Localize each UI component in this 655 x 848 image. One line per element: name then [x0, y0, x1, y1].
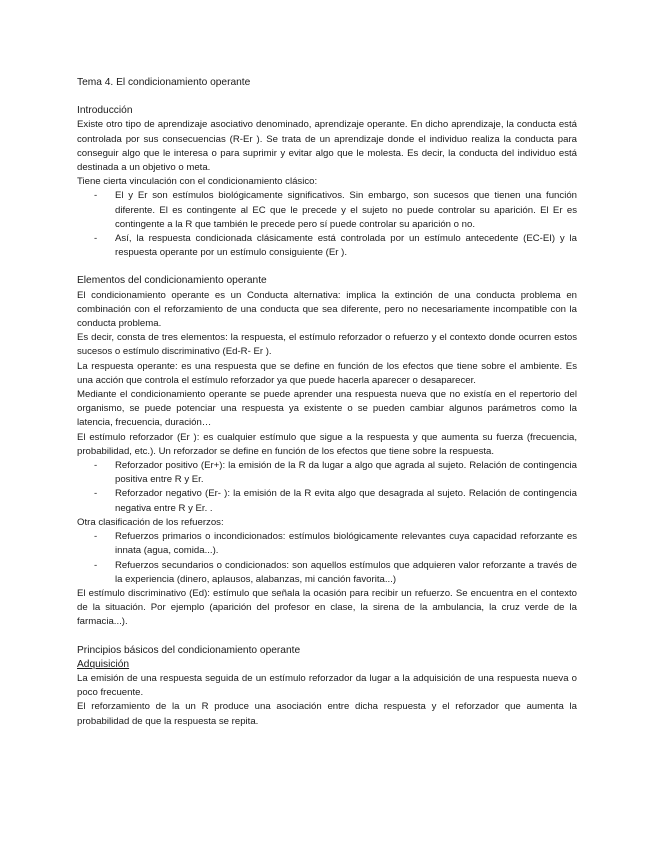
- section-heading-introduccion: Introducción: [77, 105, 133, 117]
- dash-bullet: -: [94, 460, 98, 472]
- list-item-text: Reforzador negativo (Er- ): la emisión de la R evita algo que desagrada al sujeto. Relación de contingencia negativa entre R y Er. .: [115, 488, 577, 514]
- paragraph: Tiene cierta vinculación con el condicionamiento clásico:: [77, 176, 318, 188]
- dash-bullet: -: [94, 531, 98, 543]
- bullet-list: [77, 189, 577, 260]
- paragraph: Es decir, consta de tres elementos: la respuesta, el estímulo reforzador o refuerzo y el contexto donde ocurren estos sucesos o estímulo discriminativo (Ed-R- Er ).: [77, 332, 577, 358]
- paragraph: Otra clasificación de los refuerzos:: [77, 516, 224, 528]
- paragraph: Existe otro tipo de aprendizaje asociativo denominado, aprendizaje operante. En dicho aprendizaje, la conducta está controlada por sus consecuencias (R-Er ). Se trata de un aprendizaje donde el individuo realiza la conducta para conseguir algo que le interesa o para suprimir y evitar algo que le molesta. Es decir, la conducta del individuo está destinada a un objetivo o meta.: [77, 119, 577, 174]
- list-item: [77, 487, 577, 515]
- paragraph: El estímulo reforzador (Er ): es cualquier estímulo que sigue a la respuesta y que aumenta su fuerza (frecuencia, probabilidad, etc.). Un reforzador se define en función de los efectos que tiene sobre la respuesta.: [77, 431, 577, 457]
- dash-bullet: -: [94, 233, 98, 245]
- subheading-adquisicion: Adquisición: [77, 658, 130, 670]
- dash-bullet: -: [94, 559, 98, 571]
- list-item-text: Refuerzos primarios o incondicionados: estímulos biológicamente relevantes cuya capacidad reforzante es innata (agua, comida...).: [115, 531, 577, 557]
- paragraph: La emisión de una respuesta seguida de un estímulo reforzador da lugar a la adquisición de una respuesta nueva o poco frecuente.: [77, 672, 577, 699]
- list-item-text: Reforzador positivo (Er+): la emisión de la R da lugar a algo que agrada al sujeto. Relación de contingencia positiva entre R y Er.: [115, 460, 577, 486]
- dash-bullet: -: [94, 190, 98, 202]
- list-item: [77, 530, 577, 558]
- bullet-list: [77, 459, 577, 516]
- list-item: [77, 232, 577, 260]
- list-item: [77, 189, 577, 232]
- list-item-text: Así, la respuesta condicionada clásicamente está controlada por un estímulo antecedente (EC-EI) y la respuesta operante por un estímulo consiguiente (Er ).: [115, 233, 577, 259]
- paragraph: El reforzamiento de la un R produce una asociación entre dicha respuesta y el reforzador que aumenta la probabilidad de que la respuesta se repita.: [77, 701, 577, 727]
- paragraph: El estímulo discriminativo (Ed): estímulo que señala la ocasión para recibir un refuerzo. Se encuentra en el contexto de la situación. Por ejemplo (aparición del profesor en clase, la sirena de la ambulancia, la cruz verde de la farmacia...).: [77, 587, 577, 628]
- dash-bullet: -: [94, 488, 98, 500]
- bullet-list: [77, 530, 577, 587]
- list-item: [77, 559, 577, 587]
- list-item: [77, 459, 577, 487]
- section-heading-principios: Principios básicos del condicionamiento operante: [77, 644, 301, 656]
- paragraph: El condicionamiento operante es un Conducta alternativa: implica la extinción de una conducta problema en combinación con el reforzamiento de una conducta que sea diferente, pero no necesariamente incompatible con la conducta problema.: [77, 289, 577, 330]
- section-heading-elementos: Elementos del condicionamiento operante: [77, 275, 267, 287]
- list-item-text: Refuerzos secundarios o condicionados: son aquellos estímulos que adquieren valor reforzante a través de la experiencia (dinero, aplausos, alabanzas, mi canción favorita...): [115, 559, 577, 585]
- list-item-text: El y Er son estímulos biológicamente significativos. Sin embargo, son sucesos que tienen una función diferente. El es contingente al EC que le precede y el sujeto no puede controlar su aparición. El Er es contingente a la R que también le precede pero sí puede controlar su aparición o no.: [115, 190, 577, 230]
- paragraph: Mediante el condicionamiento operante se puede aprender una respuesta nueva que no existía en el repertorio del organismo, se puede potenciar una respuesta ya existente o se pueden cambiar algunos parámetros como la latencia, frecuencia, duración…: [77, 389, 577, 429]
- document-page: [77, 76, 577, 729]
- paragraph: La respuesta operante: es una respuesta que se define en función de los efectos que tiene sobre el ambiente. Es una acción que controla el estímulo reforzador ya que puede hacerla aparecer o desaparecer.: [77, 360, 577, 386]
- document-title: Tema 4. El condicionamiento operante: [77, 77, 251, 88]
